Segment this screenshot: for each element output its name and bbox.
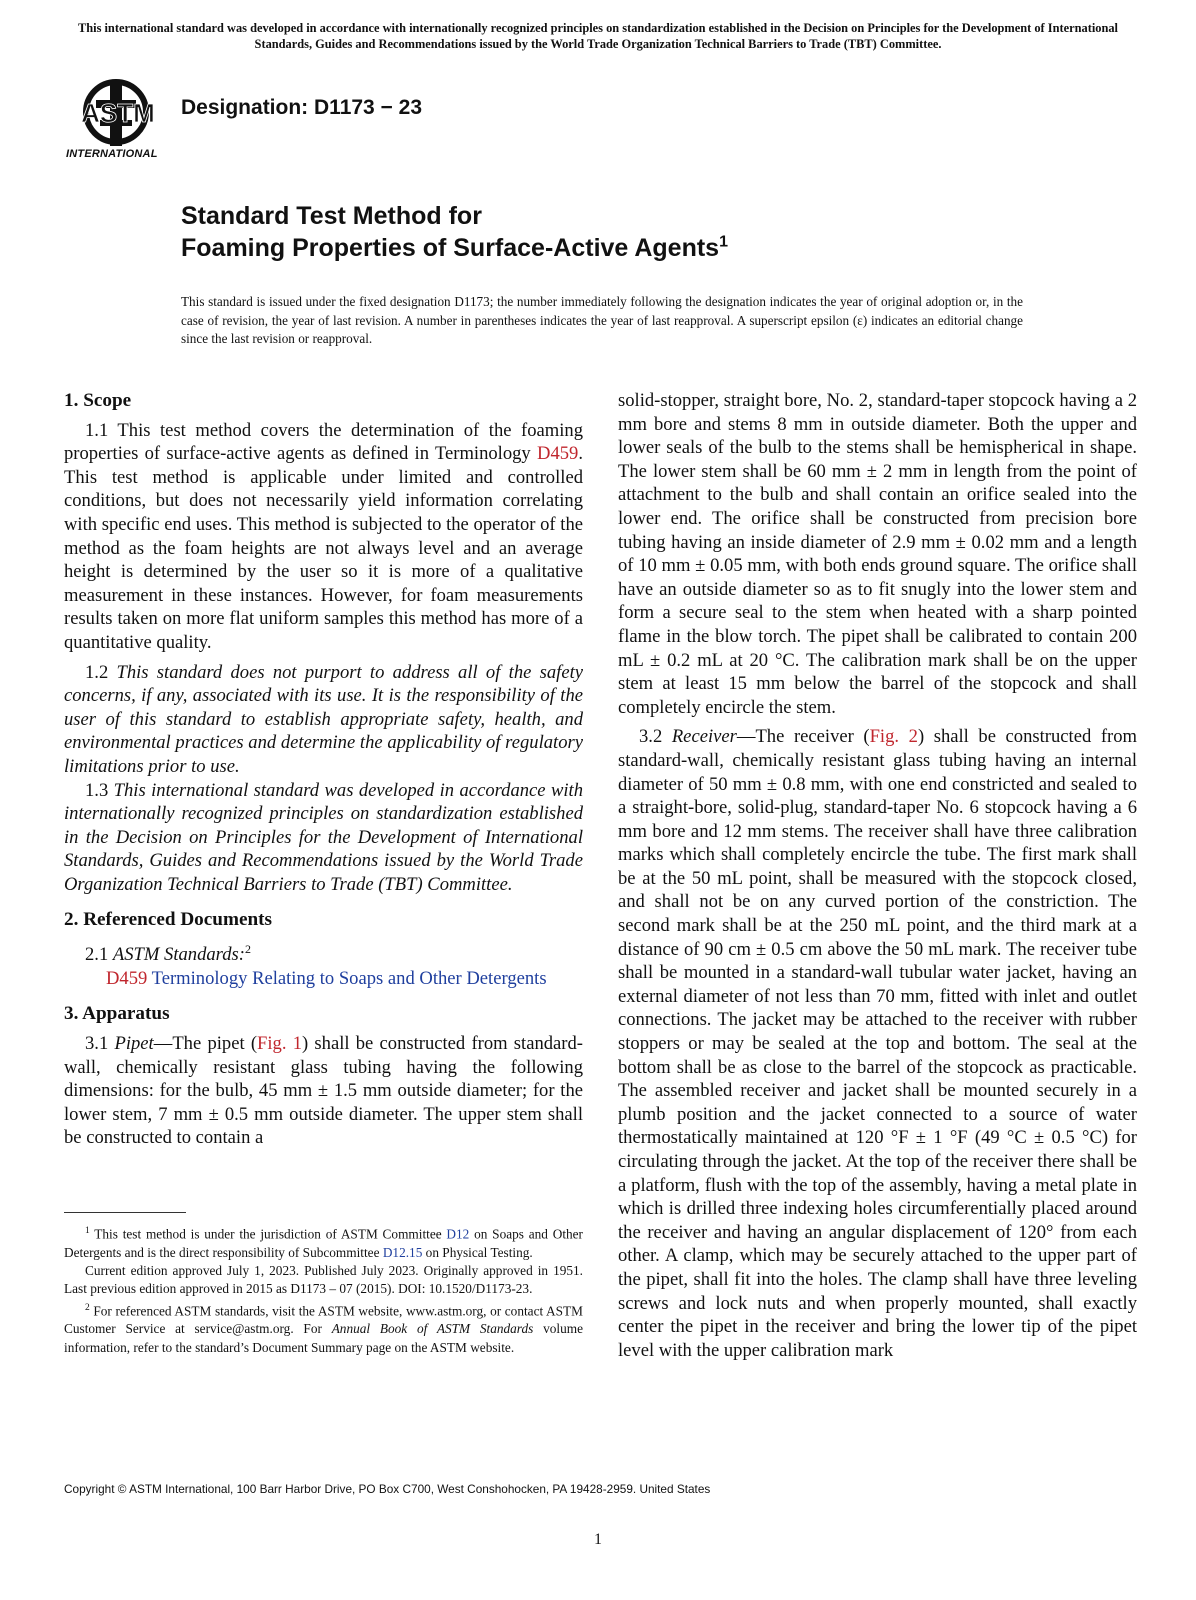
title-text: Foaming Properties of Surface-Active Agents	[181, 234, 720, 262]
referenced-document-item[interactable]	[64, 967, 583, 991]
paragraph-1-1	[64, 419, 583, 655]
paragraph-text: —The receiver (	[736, 726, 870, 748]
paragraph-text: —The pipet (	[153, 1033, 258, 1055]
subcommittee-link-d12-15[interactable]: D12.15	[382, 1244, 423, 1260]
issuance-note: This standard is issued under the fixed designation D1173; the number immediately following the designation indicates the year of original adoption or, in the case of revision, the year of last revision. A number in parentheses indicates the year of last reapproval. A superscript epsilon (ε) indicates an editorial change since the last revision or reapproval.	[181, 294, 1023, 346]
footnote-text: Annual Book of ASTM Standards	[331, 1321, 534, 1337]
logo-wordmark: ASTM	[81, 98, 155, 128]
referenced-document-title[interactable]: Terminology Relating to Soaps and Other Detergents	[147, 967, 547, 989]
footnote-1-edition: Current edition approved July 1, 2023. Published July 2023. Originally approved in 1951. Last previous edition approved in 2015 as D1173 – 07 (2015). DOI: 10.1520/D1173-23.	[64, 1263, 583, 1297]
footnote-text: volume information, refer to the standard’s Document Summary page on the ASTM website.	[64, 1321, 583, 1355]
footnote-mark: 2	[244, 942, 251, 957]
paragraph-1-2	[64, 661, 583, 779]
section-heading-referenced-documents: 2. Referenced Documents	[64, 909, 272, 931]
left-column	[64, 389, 583, 1150]
paragraph-1-3	[64, 779, 583, 897]
figure-link-fig-1[interactable]: Fig. 1	[257, 1033, 302, 1055]
paragraph-text: ) shall be constructed from standard-wall, chemically resistant glass tubing having an internal diameter of 50 mm ± 0.8 mm, with one end constricted and sealed to a straight-bore, solid-plug, standard-taper No. 6 stopcock having a 6 mm bore and 12 mm stems. The receiver shall have three calibration marks which shall completely encircle the tube. The first mark shall be at the 50 mL point, shall be measured with the stopcock closed, and shall not be on any curved portion of the constriction. The second mark shall be at the 250 mL point, and the third mark at a distance of 90 cm ± 0.5 cm above the 50 mL mark. The receiver tube shall be mounted in a standard-wall tubular water jacket, having an external diameter of not less than 70 mm, fitted with inlet and outlet connections. The jacket may be attached to the receiver with rubber stoppers or may be sealed at the top and bottom. The seal at the bottom shall be as close to the barrel of the stopcock as practicable. The assembled receiver and jacket shall be mounted securely in a plumb position and the jacket connected to a source of water thermostatically maintained at 120 °F ± 1 °F (49 °C ± 0.5 °C) for circulating through the jacket. At the top of the receiver there shall be a platform, flush with the top of the assembly, having a metal plate in which is drilled three indexing holes circumferentially placed around the receiver and having an angular displacement of 120° from each other. A clamp, which may be securely attached to the upper part of the pipet, shall fit into the holes. The clamp shall have three leveling screws and lock nuts and when properly mounted, shall exactly center the pipet in the receiver and bring the lower tip of the pipet level with the upper calibration mark	[618, 726, 1137, 1361]
committee-link-d12[interactable]: D12	[446, 1226, 470, 1242]
designation: Designation: D1173 − 23	[181, 96, 423, 119]
paragraph-text: 1.1 This test method covers the determination of the foaming properties of surface-active agents as defined in Terminology	[64, 419, 583, 465]
footnote-mark: 1	[85, 1226, 90, 1236]
paragraph-2-1	[64, 938, 583, 967]
paragraph-3-1	[64, 1032, 583, 1150]
paragraph-number: 1.2	[85, 661, 117, 683]
reference-link-d459[interactable]: D459	[537, 443, 579, 465]
figure-link-fig-2[interactable]: Fig. 2	[869, 726, 918, 748]
paragraph-text: . This test method is applicable under limited and controlled conditions, but does not necessarily yield information correlating with specific end uses. This method is subjected to the operator of the method as the foam heights are not always level and an average height is determined by the user so it is more of a qualitative measurement in these instances. However, for foam measurements results taken on more flat uniform samples this method has more of a quantitative quality.	[64, 443, 583, 653]
footnote-text: on Soaps and Other Detergents and is the direct responsibility of Subcommittee	[64, 1226, 583, 1260]
footnotes	[64, 1222, 583, 1357]
paragraph-text: This international standard was developed in accordance with internationally recognized principles on standardization established in the Decision on Principles for the Development of International Standards, Guides and Recommendations issued by the World Trade Organization Technical Barriers to Trade (TBT) Committee.	[64, 779, 584, 895]
footnote-1	[64, 1222, 583, 1262]
top-notice: This international standard was developed in accordance with internationally recognized principles on standardization established in the Decision on Principles for the Development of International Standards, Guides and Recommendations issued by the World Trade Organization Technical Barriers to Trade (TBT) Committee.	[77, 21, 1119, 51]
paragraph-text: This standard does not purport to address all of the safety concerns, if any, associated with its use. It is the responsibility of the user of this standard to establish appropriate safety, health, and environmental practices and determine the applicability of regulatory limitations prior to use.	[64, 661, 583, 777]
astm-international-logo	[66, 70, 174, 168]
paragraph-3-1-continued: solid-stopper, straight bore, No. 2, standard-taper stopcock having a 2 mm bore and stems 8 mm in outside diameter. Both the upper and lower seals of the bulb to the stems shall be hemispherical in shape. The lower stem shall be 60 mm ± 2 mm in length from the point of attachment to the bulb and shall contain an orifice sealed into the lower end. The orifice shall be constructed from precision bore tubing having an inside diameter of 2.9 mm ± 0.02 mm and a length of 10 mm ± 0.05 mm, with both ends ground square. The orifice shall have an outside diameter so as to fit snugly into the lower stem and form a secure seal to the stem when heated with a sharp pointed flame in the blow torch. The pipet shall be calibrated to contain 200 mL ± 0.2 mL at 20 °C. The calibration mark shall be on the upper stem at least 15 mm below the barrel of the stopcock and shall completely encircle the stem.	[618, 390, 1137, 718]
paragraph-number: 3.2	[639, 726, 672, 748]
title-line-2	[181, 232, 728, 264]
title-footnote-mark: 1	[719, 233, 728, 251]
logo-caption: INTERNATIONAL	[66, 148, 158, 160]
section-heading-scope: 1. Scope	[64, 390, 132, 411]
footnote-2	[64, 1299, 583, 1357]
copyright-footer: Copyright © ASTM International, 100 Barr Harbor Drive, PO Box C700, West Conshohocken, PA 19428-2959. United States	[64, 1482, 711, 1496]
right-column	[618, 389, 1137, 1362]
footnote-text: For referenced ASTM standards, visit the ASTM website, www.astm.org, or contact ASTM Customer Service at service@astm.org. For	[64, 1303, 583, 1337]
footnote-divider	[64, 1212, 186, 1213]
section-heading-apparatus: 3. Apparatus	[64, 1003, 170, 1025]
page-number: 1	[594, 1531, 602, 1548]
paragraph-number: 1.3	[85, 779, 114, 801]
referenced-document-code[interactable]: D459	[106, 967, 148, 989]
paragraph-number: 3.1	[85, 1033, 115, 1055]
footnote-text: This test method is under the jurisdiction of ASTM Committee	[89, 1226, 447, 1242]
paragraph-label: ASTM Standards:	[112, 944, 245, 966]
document-title	[181, 200, 728, 264]
title-line-1: Standard Test Method for	[181, 202, 482, 230]
paragraph-3-2	[618, 725, 1137, 1362]
paragraph-text: ) shall be constructed from standard-wall, chemically resistant glass tubing having the following dimensions: for the bulb, 45 mm ± 1.5 mm outside diameter; for the lower stem, 7 mm ± 0.5 mm outside diameter. The upper stem shall be constructed to contain a	[64, 1033, 583, 1149]
paragraph-number: 2.1	[85, 944, 113, 966]
footnote-text: on Physical Testing.	[422, 1244, 533, 1260]
paragraph-label: Receiver	[671, 726, 737, 748]
footnote-mark: 2	[85, 1302, 90, 1313]
paragraph-label: Pipet	[114, 1033, 154, 1055]
